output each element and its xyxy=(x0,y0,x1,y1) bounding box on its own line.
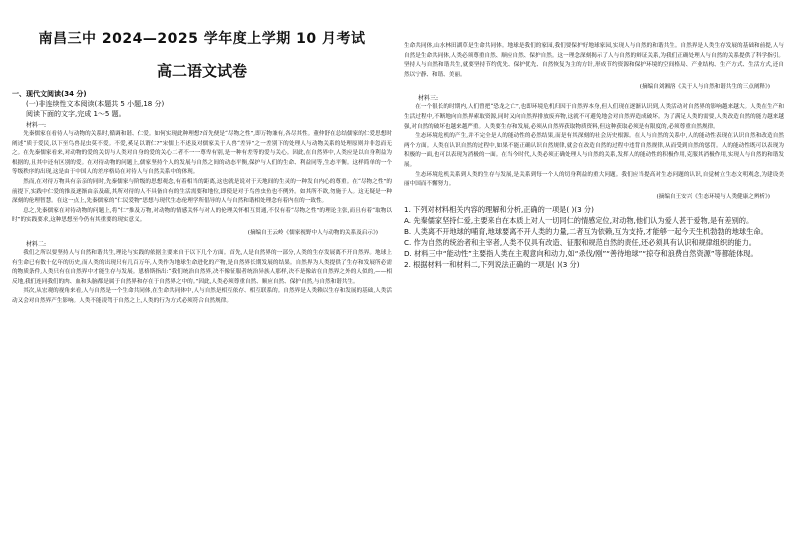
exam-title: 南昌三中 2024—2025 学年度上学期 10 月考试 xyxy=(38,31,366,47)
left-column xyxy=(12,0,392,307)
material2-paragraph: 我们之所以要坚持人与自然和谐共生,理论与实践的依据主要来自于以下几个方面。首先,人是自然界的一部分,人类的生存发展离不开自然界。地球上有生命已有数十亿年的历史,而人类的出现只有几百万年,人类作为地球生命进化的产物,是自然界长期发展的结果。自然界为人类提供了生存和发展所必需的物质条件,人类只有在自然界中才能生存与发展。恩格斯指出:“我们统治自然界,决不像征服者统治异族人那样,决不是像站在自然界之外的人似的,——相反地,我们连同我们的肉、血和头脑都是属于自然界和存在于自然界之中的。”因此,人类必须尊重自然、顺应自然、保护自然,与自然和谐共生。 xyxy=(12,249,392,285)
material3-paragraph: 生态环境危机的产生,并不完全是人的能动性的必然结果,而是有其深刻的社会历史根源。在人与自然的关系中,人的能动性表现在认识自然和改造自然两个方面。人类在认识自然的过程中,如果不能正确认识自然规律,就会在改造自然的过程中违背自然规律,从而受到自然的惩罚。人的能动性既可以表现为积极的一面,也可以表现为消极的一面。在当今时代,人类必须正确处理人与自然的关系,发挥人的能动性的积极作用,克服其消极作用,实现人与自然的和谐发展。 xyxy=(404,133,784,168)
question-1: 1. 下列对材料相关内容的理解和分析,正确的一项是( )(3 分) xyxy=(404,204,594,214)
material2-source: (摘编自刘湘溶《关于人与自然和谐共生的三点阐释》) xyxy=(639,84,770,91)
material3-label: 材料三: xyxy=(418,95,439,103)
question-1-option-d: D. 材料三中“能动性”主要指人类在主观意向和动力,如“杀伐/刚”“善待地球”“掠夺和浪费自然资源”等都能体现。 xyxy=(404,248,758,258)
material1-paragraph: 先秦儒家在看待人与动物的关系时,循调和谐、仁爱。如何实现此种理想?首先便是“尽物之性”,即万物兼有,各尽其性。董仲舒在总结儒家的仁爱思想时阐述“质于爱民,以下至鸟兽昆虫莫不爱。不爱,奚足以谓仁?”宋儒上不述及对儒家关于人兽“差异”之一差别下的处理人与动物关系的处理原则并非忽而无之。在先秦儒家看来,对动物的爱的关切与人类对自身的爱的关心二者不一一尊卑有别,是一种有差等的爱与关心。因此,在自然界中,人类应是以自身利益为根据的,且其中还有区别的爱。在对待动物的问题上,儒家坚持个人的发展与自然之间的动态平衡,保护与人们的生命、利益同等,生态平衡。这样简单的一个等级秩序的出现,这是由于中国人的差序格局在对待人与自然关系中的体现。 xyxy=(12,131,392,176)
material2-paragraph: 其次,从宏观的视角来看,人与自然是一个生命共同体,在生命共同体中,人与自然是相互依存、相互联系的。自然界是人类赖以生存和发展的基础,人类活动又会对自然界产生影响。人类不能凌驾于自然之上,人类的行为方式必须符合自然规律。 xyxy=(12,288,392,304)
section-heading: 一、现代文阅读(34 分) xyxy=(12,90,87,98)
material3-paragraph: 生态环境危机关系到人类的生存与发展,是关系到每一个人的切身利益的重大问题。我们应当提高对生态问题的认识,自觉树立生态文明观念,为建设美丽中国而不懈努力。 xyxy=(404,171,784,188)
question-1-option-b: B. 人类离不开地球的哺育,地球要离不开人类的力量,二者互为依赖,互为支持,才能够一起今天生机勃勃的地球生命。 xyxy=(404,226,768,236)
material3-source: (摘编自王安兴《生态环境与人类健康之辨析》) xyxy=(656,193,770,200)
material1-source: (摘编自王云岭《儒家视野中人与动物的关系及启示》) xyxy=(247,229,378,236)
subsection-heading: (一)非连续性文本阅读(本题共 5 小题,18 分) xyxy=(26,100,165,108)
question-1-option-c: C. 作为自然的统治者和主宰者,人类不仅具有改造、征服和规范自然的责任,还必须具有认识和规律组织的能力。 xyxy=(404,237,756,247)
material1-paragraph: 然而,在对待万物具有亲亲的同时,先秦儒家与阶级的思想观念,有着相当的距离,这也就是说对于天地间的生灵的一种发自内心的尊重。在“尽物之性”的前提下,实践中仁爱的推及逐渐由亲及疏,其所对待的人不具备自有的生活需要和地位,即使是对于鸟兽虫鱼也不例外。如其所不欲,勿施于人。这无疑是一种深刻的伦理智慧。在这一点上,先秦儒家的“仁民爱物”思想与现代生态伦理学所倡导的人与自然和谐相处理念有着内在的一致性。 xyxy=(12,178,392,205)
material2-continuation: 生命共同体,山水林田湖草是生命共同体。地球是我们的家园,我们要保护好地球家园,实现人与自然的和谐共生。自然界是人类生存发展的基础和前提,人与自然是生命共同体,人类必须尊重自然、顺应自然、保护自然。这一理念深刻揭示了人与自然的辩证关系,为我们正确处理人与自然的关系提供了科学指引。坚持人与自然和谐共生,就要坚持节约优先、保护优先、自然恢复为主的方针,形成节约资源和保护环境的空间格局、产业结构、生产方式、生活方式,还自然以宁静、和谐、美丽。 xyxy=(404,43,784,78)
material2-label: 材料二: xyxy=(26,240,47,248)
right-column xyxy=(404,0,784,270)
question-1-option-a: A. 先秦儒家坚持仁爱,主要来自在本质上对人一切同仁的情感定位,对动物,他们认为爱人甚于爱物,是有差别的。 xyxy=(404,215,754,225)
material3-paragraph: 在一个很长的时期内,人们曾把“恐龙之亡”,也即环境危机归因于自然界本身,但人们现在逐渐认识到,人类活动对自然界的影响越来越大。人类在生产和生活过程中,不断地向自然界索取资源,同时又向自然界排放废弃物,这就不可避免地会对自然界造成破坏。为了满足人类的需要,人类改造自然的能力越来越强,对自然的破坏也越来越严重。人类要生存和发展,必须从自然界获取物质资料,但这种获取必须是有限度的,必须尊重自然规律。 xyxy=(404,104,784,130)
question-2: 2. 根据材料一和材料二,下列说法正确的一项是( )(3 分) xyxy=(404,259,580,269)
exam-subtitle: 高二语文试卷 xyxy=(156,62,247,80)
reading-instruction: 阅读下面的文字,完成 1～5 题。 xyxy=(26,110,126,118)
material1-paragraph: 总之,先秦儒家在对待动物的问题上,将“仁”推及万物,对动物的情感关怀与对人的伦理关怀相互贯通,不仅有着“尽物之性”的理论主张,而且有着“取物以时”的实践要求,这种思想至今仍有其重要的现实意义。 xyxy=(12,207,392,224)
material1-label: 材料一: xyxy=(26,122,47,129)
